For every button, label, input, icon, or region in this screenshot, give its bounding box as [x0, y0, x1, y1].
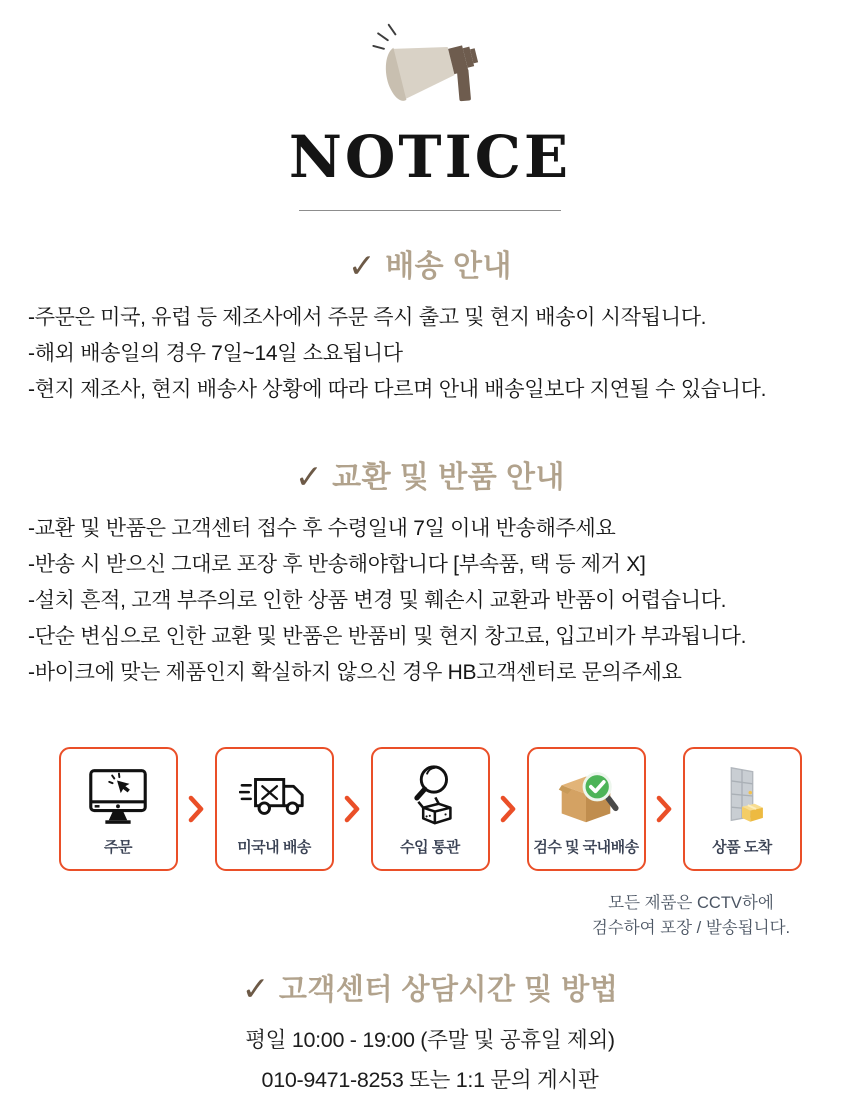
cctv-note-line: 모든 제품은 CCTV하에: [566, 891, 816, 916]
returns-heading-label: 교환 및 반품 안내: [332, 461, 565, 494]
customer-center-heading-label: 고객센터 상담시간 및 방법: [279, 974, 618, 1006]
door-package-icon: [707, 761, 777, 831]
returns-notes: [28, 511, 860, 691]
shipping-note-line: -현지 제조사, 현지 배송사 상황에 따라 다르며 안내 배송일보다 지연될 수 있습니다.: [28, 372, 860, 408]
step-customs: [371, 747, 490, 871]
chevron-right-icon: [344, 795, 361, 823]
check-icon: ✓: [242, 970, 270, 1007]
shipping-note-line: -주문은 미국, 유럽 등 제조사에서 주문 즉시 출고 및 현지 배송이 시작됩니다.: [28, 300, 860, 336]
shipping-section-heading: [0, 241, 860, 285]
returns-note-line: -설치 흔적, 고객 부주의로 인한 상품 변경 및 훼손시 교환과 반품이 어렵습니다.: [28, 583, 860, 619]
check-icon: ✓: [348, 247, 376, 284]
step-label: 수입 통관: [400, 836, 460, 857]
customer-center-hours: 평일 10:00 - 19:00 (주말 및 공휴일 제외): [0, 1023, 860, 1054]
returns-section-heading: [0, 452, 860, 496]
step-inspection-domestic: [527, 747, 646, 871]
step-label: 검수 및 국내배송: [533, 836, 638, 857]
customer-center-heading: [0, 967, 860, 1008]
step-order: [59, 747, 178, 871]
page-title: NOTICE: [0, 126, 860, 190]
returns-note-line: -바이크에 맞는 제품인지 확실하지 않으신 경우 HB고객센터로 문의주세요: [28, 655, 860, 691]
returns-note-line: -단순 변심으로 인한 교환 및 반품은 반품비 및 현지 창고료, 입고비가 부과됩니다.: [28, 619, 860, 655]
customer-center-contact: 010-9471-8253 또는 1:1 문의 게시판: [0, 1063, 860, 1094]
chevron-right-icon: [500, 795, 517, 823]
step-arrival: [683, 747, 802, 871]
check-icon: ✓: [295, 458, 323, 495]
shipping-notes: [28, 300, 860, 408]
step-us-shipping: [215, 747, 334, 871]
title-divider: [299, 210, 561, 211]
returns-note-line: -반송 시 받으신 그대로 포장 후 반송해야합니다 [부속품, 택 등 제거 X]: [28, 547, 860, 583]
cctv-note: [566, 891, 816, 941]
shipping-note-line: -해외 배송일의 경우 7일~14일 소요됩니다: [28, 336, 860, 372]
step-label: 상품 도착: [712, 836, 772, 857]
megaphone-icon: [365, 20, 495, 116]
returns-note-line: -교환 및 반품은 고객센터 접수 후 수령일내 7일 이내 반송해주세요: [28, 511, 860, 547]
cctv-note-line: 검수하여 포장 / 발송됩니다.: [566, 916, 816, 941]
customs-inspection-icon: [395, 761, 465, 831]
order-process-flow: [0, 747, 860, 871]
notice-page: [0, 20, 860, 1120]
chevron-right-icon: [188, 795, 205, 823]
chevron-right-icon: [656, 795, 673, 823]
step-label: 주문: [104, 836, 132, 857]
shipping-heading-label: 배송 안내: [385, 250, 512, 283]
monitor-click-icon: [83, 761, 153, 831]
step-label: 미국내 배송: [237, 836, 311, 857]
delivery-truck-icon: [239, 761, 309, 831]
box-check-icon: [551, 761, 621, 831]
